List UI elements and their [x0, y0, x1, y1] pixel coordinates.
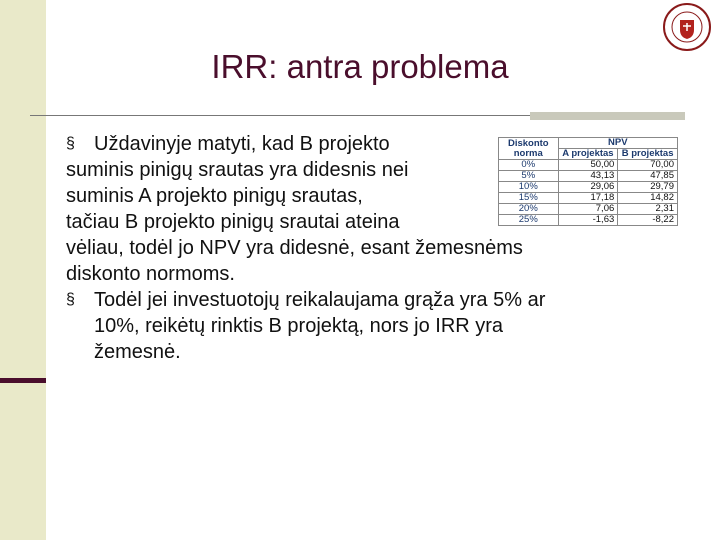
p1-line4: tačiau B projekto pinigų srautai ateina	[66, 211, 400, 233]
col-header-npv: NPV	[558, 138, 677, 149]
cell-a: 17,18	[558, 193, 618, 204]
left-accent-line	[0, 378, 46, 383]
p1-line3: suminis A projekto pinigų srautas,	[66, 185, 363, 207]
table-row	[499, 171, 678, 182]
col-header-a: A projektas	[558, 149, 618, 160]
cell-a: -1,63	[558, 215, 618, 226]
cell-rate: 0%	[499, 160, 559, 171]
slide-title: IRR: antra problema	[211, 48, 509, 85]
cell-b: 29,79	[618, 182, 678, 193]
cell-a: 7,06	[558, 204, 618, 215]
bullet-icon: §	[66, 291, 75, 308]
p1-line6: diskonto normoms.	[66, 263, 235, 285]
cell-rate: 15%	[499, 193, 559, 204]
p2-line1: Todėl jei investuotojų reikalaujama grąža yra 5% ar	[94, 289, 546, 311]
npv-table	[498, 137, 678, 226]
paragraph-2	[66, 287, 666, 365]
cell-rate: 25%	[499, 215, 559, 226]
cell-b: 2,31	[618, 204, 678, 215]
table-row	[499, 204, 678, 215]
npv-table-wrapper	[498, 137, 678, 249]
col-header-b: B projektas	[618, 149, 678, 160]
table-row	[499, 193, 678, 204]
university-seal-icon	[662, 2, 712, 52]
cell-b: 47,85	[618, 171, 678, 182]
title-divider-accent	[530, 112, 685, 120]
cell-rate: 10%	[499, 182, 559, 193]
cell-b: 70,00	[618, 160, 678, 171]
p2-line2: 10%, reikėtų rinktis B projektą, nors jo IRR yra	[94, 315, 504, 337]
table-row	[499, 182, 678, 193]
cell-rate: 20%	[499, 204, 559, 215]
table-row	[499, 215, 678, 226]
cell-a: 29,06	[558, 182, 618, 193]
p2-line3: žemesnė.	[94, 341, 181, 363]
cell-b: -8,22	[618, 215, 678, 226]
p1-line2: suminis pinigų srautas yra didesnis nei	[66, 159, 409, 181]
cell-rate: 5%	[499, 171, 559, 182]
bullet-icon: §	[66, 135, 75, 152]
col-header-rate: Diskonto norma	[499, 138, 559, 160]
table-row	[499, 160, 678, 171]
p1-line1: Uždavinyje matyti, kad B projekto	[94, 133, 390, 155]
p1-line5: vėliau, todėl jo NPV yra didesnė, esant žemesnėms	[66, 237, 523, 259]
cell-a: 50,00	[558, 160, 618, 171]
cell-a: 43,13	[558, 171, 618, 182]
cell-b: 14,82	[618, 193, 678, 204]
